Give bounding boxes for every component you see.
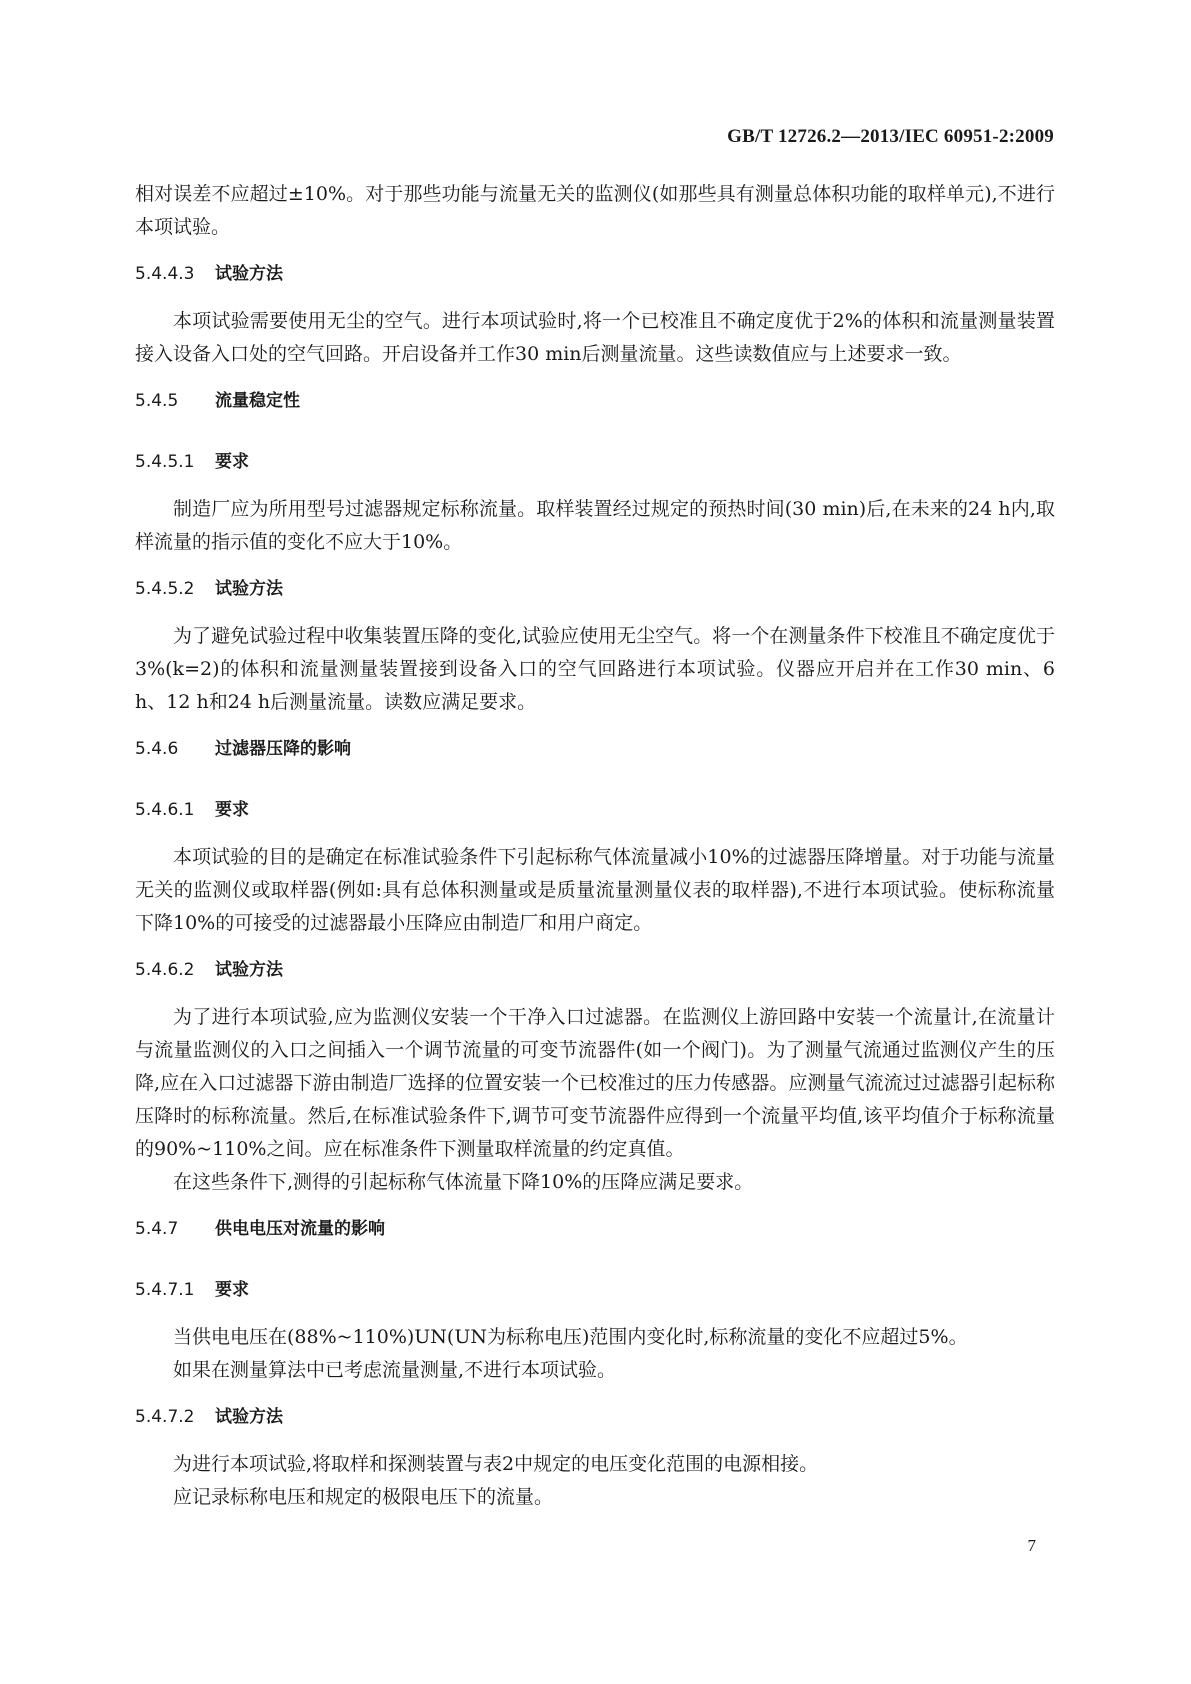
section-number: 5.4.7: [135, 1219, 179, 1239]
section-number: 5.4.6: [135, 739, 179, 759]
document-body: [135, 178, 1055, 1514]
section-title: 试验方法: [215, 1407, 283, 1427]
body-paragraph: 为了进行本项试验,应为监测仪安装一个干净入口过滤器。在监测仪上游回路中安装一个流量计,在流量计与流量监测仪的入口之间插入一个调节流量的可变节流器件(如一个阀门)。为了测量气流通过监测仪产生的压降,应在入口过滤器下游由制造厂选择的位置安装一个已校准过的压力传感器。应测量气流流过过滤器引起标称压降时的标称流量。然后,在标准试验条件下,调节可变节流器件应得到一个流量平均值,该平均值介于标称流量的90%~110%之间。应在标准条件下测量取样流量的约定真值。: [135, 1006, 1055, 1160]
section-title: 试验方法: [215, 960, 283, 980]
section-title: 流量稳定性: [215, 391, 300, 411]
section-title: 试验方法: [215, 579, 283, 599]
section-heading: [135, 371, 1055, 432]
page-number: 7: [1027, 1536, 1036, 1555]
body-paragraph: 为了避免试验过程中收集装置压降的变化,试验应使用无尘空气。将一个在测量条件下校准且不确定度优于3%(k=2)的体积和流量测量装置接到设备入口的空气回路进行本项试验。仪器应开启并在工作30 min、6 h、12 h和24 h后测量流量。读数应满足要求。: [135, 625, 1055, 713]
section-heading: [135, 1199, 1055, 1260]
section-title: 试验方法: [215, 264, 283, 284]
section-heading: [135, 780, 1055, 841]
section-title: 供电电压对流量的影响: [215, 1219, 385, 1239]
body-paragraph: 本项试验的目的是确定在标准试验条件下引起标称气体流量减小10%的过滤器压降增量。对于功能与流量无关的监测仪或取样器(例如:具有总体积测量或是质量流量测量仪表的取样器),不进行本项试验。使标称流量下降10%的可接受的过滤器最小压降应由制造厂和用户商定。: [135, 846, 1055, 934]
section-title: 要求: [215, 800, 249, 820]
section-number: 5.4.5: [135, 391, 179, 411]
section-heading: [135, 559, 1055, 620]
section-title: 过滤器压降的影响: [215, 739, 351, 759]
section-title: 要求: [215, 452, 249, 472]
section-heading: [135, 719, 1055, 780]
section-number: 5.4.6.1: [135, 800, 195, 820]
document-header: GB/T 12726.2—2013/IEC 60951-2:2009: [727, 126, 1054, 147]
section-heading: [135, 244, 1055, 305]
section-number: 5.4.5.1: [135, 452, 195, 472]
section-number: 5.4.4.3: [135, 264, 195, 284]
body-paragraph: 相对误差不应超过±10%。对于那些功能与流量无关的监测仪(如那些具有测量总体积功能的取样单元),不进行本项试验。: [135, 183, 1055, 238]
section-title: 要求: [215, 1280, 249, 1300]
body-paragraph: 当供电电压在(88%~110%)UN(UN为标称电压)范围内变化时,标称流量的变化不应超过5%。: [173, 1326, 968, 1348]
body-paragraph: 在这些条件下,测得的引起标称气体流量下降10%的压降应满足要求。: [173, 1171, 754, 1193]
section-heading: [135, 1387, 1055, 1448]
body-paragraph: 本项试验需要使用无尘的空气。进行本项试验时,将一个已校准且不确定度优于2%的体积和流量测量装置接入设备入口处的空气回路。开启设备并工作30 min后测量流量。这些读数值应与上述要求一致。: [135, 310, 1055, 365]
section-number: 5.4.6.2: [135, 960, 195, 980]
section-heading: [135, 1260, 1055, 1321]
body-paragraph: 制造厂应为所用型号过滤器规定标称流量。取样装置经过规定的预热时间(30 min)后,在未来的24 h内,取样流量的指示值的变化不应大于10%。: [135, 498, 1055, 553]
body-paragraph: 如果在测量算法中已考虑流量测量,不进行本项试验。: [173, 1359, 617, 1381]
body-paragraph: 应记录标称电压和规定的极限电压下的流量。: [173, 1486, 554, 1508]
section-heading: [135, 432, 1055, 493]
body-paragraph: 为进行本项试验,将取样和探测装置与表2中规定的电压变化范围的电源相接。: [173, 1453, 819, 1475]
section-heading: [135, 940, 1055, 1001]
section-number: 5.4.7.2: [135, 1407, 195, 1427]
section-number: 5.4.7.1: [135, 1280, 195, 1300]
section-number: 5.4.5.2: [135, 579, 195, 599]
